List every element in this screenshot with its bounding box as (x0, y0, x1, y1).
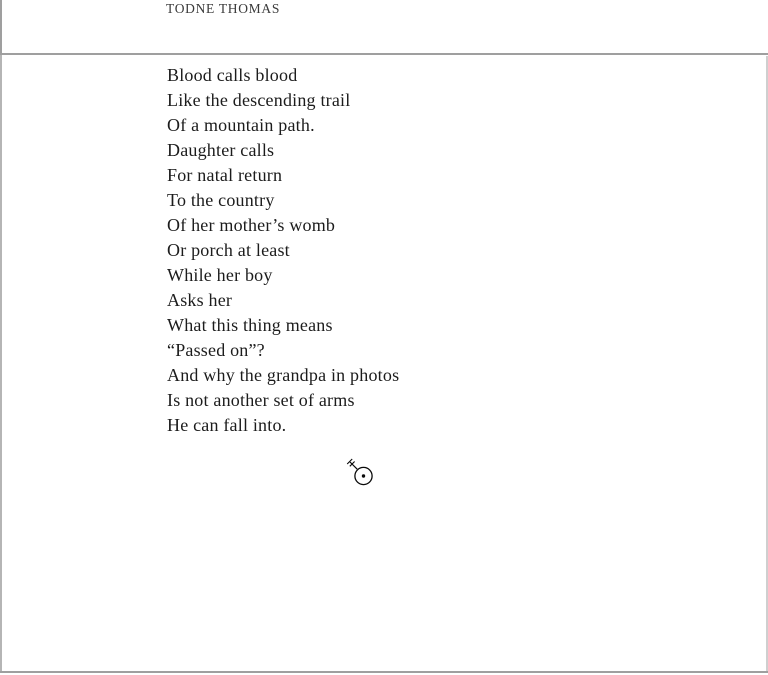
page-bottom-edge (0, 671, 768, 673)
poem-line: While her boy (167, 265, 273, 285)
page-divider-line (0, 53, 768, 55)
page-left-edge (0, 55, 2, 672)
poem-line: Blood calls blood (167, 65, 298, 85)
busy-pointer-cursor-icon (346, 458, 376, 490)
poem-line: To the country (167, 190, 275, 210)
poem-line: For natal return (167, 165, 283, 185)
poem-line: Asks her (167, 290, 233, 310)
poem-line: What this thing means (167, 315, 333, 335)
poem-line: Like the descending trail (167, 90, 351, 110)
poem-line: Is not another set of arms (167, 390, 355, 410)
poem-line: Or porch at least (167, 240, 290, 260)
poem-line: “Passed on”? (167, 340, 265, 360)
poem-text-block (167, 63, 399, 438)
poem-line: Daughter calls (167, 140, 275, 160)
poem-line: Of her mother’s womb (167, 215, 336, 235)
previous-page-left-edge (0, 0, 2, 53)
poem-line: And why the grandpa in photos (167, 365, 400, 385)
poem-line: He can fall into. (167, 415, 287, 435)
poem-line: Of a mountain path. (167, 115, 315, 135)
author-attribution: TODNE THOMAS (166, 1, 281, 16)
